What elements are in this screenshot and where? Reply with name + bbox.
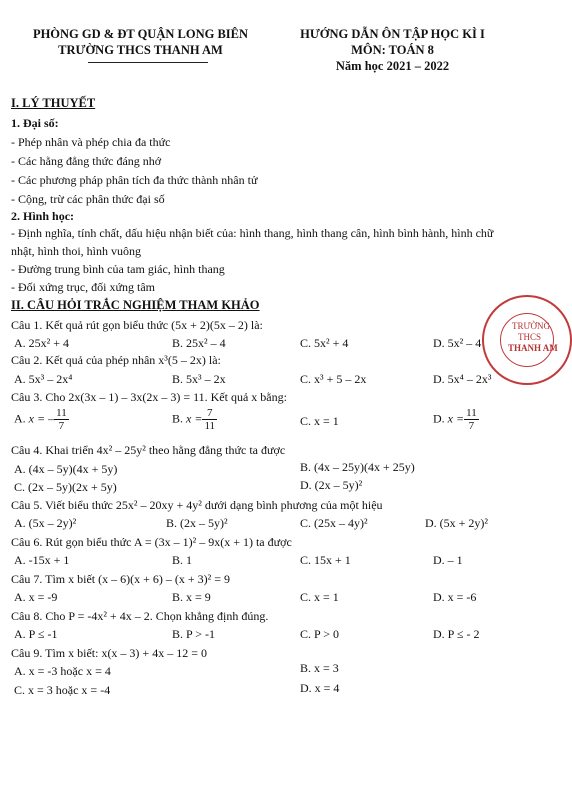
question-7: Câu 7. Tìm x biết (x – 6)(x + 6) – (x + 3)² = 9 — [11, 572, 230, 586]
q3-a-prefix: x = – — [28, 411, 55, 426]
algebra-item: - Phép nhân và phép chia đa thức — [11, 135, 171, 149]
question-6: Câu 6. Rút gọn biểu thức A = (3x – 1)² – 9x(x + 1) ta được — [11, 535, 292, 549]
question-4: Câu 4. Khai triển 4x² – 25y² theo hằng đẳng thức ta được — [11, 443, 286, 457]
question-2: Câu 2. Kết quả của phép nhân x³(5 – 2x) là: — [11, 353, 221, 367]
school-name: TRƯỜNG THCS THANH AM — [58, 43, 223, 57]
q6-option-a: A. -15x + 1 — [14, 553, 70, 567]
geometry-title: 2. Hình học: — [11, 209, 75, 223]
q8-option-b: B. P > -1 — [172, 627, 215, 641]
q5-option-b: B. (2x – 5y)² — [166, 516, 228, 530]
school-year: Năm học 2021 – 2022 — [335, 59, 450, 73]
q2-option-a: A. 5x³ – 2x⁴ — [14, 372, 73, 386]
q3-option-a — [14, 407, 69, 432]
q8-option-a: A. P ≤ -1 — [14, 627, 58, 641]
q8-option-d: D. P ≤ - 2 — [433, 627, 480, 641]
q1-option-d: D. 5x² – 4 — [433, 336, 482, 350]
q9-option-c: C. x = 3 hoặc x = -4 — [14, 683, 111, 697]
denominator: 7 — [468, 420, 475, 432]
theory-title: I. LÝ THUYẾT — [11, 96, 96, 110]
questions-title: II. CÂU HỎI TRẮC NGHIỆM THAM KHẢO — [11, 298, 260, 312]
q7-option-b: B. x = 9 — [172, 590, 211, 604]
q6-option-d: D. – 1 — [433, 553, 463, 567]
algebra-item: - Các hằng đẳng thức đáng nhớ — [11, 154, 162, 168]
q5-option-c: C. (25x – 4y)² — [300, 516, 368, 530]
q9-option-b: B. x = 3 — [300, 661, 339, 675]
numerator: 7 — [202, 407, 217, 420]
q3-b-label: B. — [172, 411, 184, 426]
denominator: 11 — [204, 420, 216, 432]
q3-a-fraction — [54, 407, 69, 432]
question-3: Câu 3. Cho 2x(3x – 1) – 3x(2x – 3) = 11. Kết quả x bằng: — [11, 390, 287, 404]
q1-option-a: A. 25x² + 4 — [14, 336, 70, 350]
school-stamp — [482, 295, 572, 385]
q5-option-a: A. (5x – 2y)² — [14, 516, 77, 530]
q9-option-d: D. x = 4 — [300, 681, 340, 695]
q3-option-b — [172, 407, 217, 432]
q5-option-d: D. (5x + 2y)² — [425, 516, 489, 530]
stamp-line: THCS — [518, 332, 542, 342]
algebra-title: 1. Đại số: — [11, 116, 59, 130]
q3-d-prefix: x = — [447, 411, 465, 426]
q3-option-c: C. x = 1 — [300, 414, 339, 428]
school-department: PHÒNG GD & ĐT QUẬN LONG BIÊN — [32, 27, 249, 41]
geometry-item-cont: nhật, hình thoi, hình vuông — [11, 244, 141, 258]
header-underline — [88, 62, 208, 63]
q6-option-c: C. 15x + 1 — [300, 553, 351, 567]
q2-option-d: D. 5x⁴ – 2x³ — [433, 372, 492, 386]
q1-option-c: C. 5x² + 4 — [300, 336, 349, 350]
q7-option-c: C. x = 1 — [300, 590, 339, 604]
q6-option-b: B. 1 — [172, 553, 193, 567]
algebra-item: - Cộng, trừ các phân thức đại số — [11, 192, 165, 206]
question-8: Câu 8. Cho P = -4x² + 4x – 2. Chọn khẳng định đúng. — [11, 609, 269, 623]
numerator: 11 — [56, 407, 67, 419]
doc-title: HƯỚNG DẪN ÔN TẬP HỌC KÌ I — [300, 27, 485, 41]
q3-a-label: A. — [14, 411, 26, 426]
numerator: 11 — [466, 407, 477, 419]
denominator: 7 — [58, 420, 65, 432]
q8-option-c: C. P > 0 — [300, 627, 339, 641]
subject: MÔN: TOÁN 8 — [351, 43, 434, 57]
q9-option-a: A. x = -3 hoặc x = 4 — [14, 664, 111, 678]
q2-option-b: B. 5x³ – 2x — [172, 372, 226, 386]
q4-option-a: A. (4x – 5y)(4x + 5y) — [14, 462, 118, 476]
q1-option-b: B. 25x² – 4 — [172, 336, 226, 350]
q2-option-c: C. x³ + 5 – 2x — [300, 372, 367, 386]
stamp-line: THANH AM — [508, 343, 558, 353]
geometry-item: - Đối xứng trục, đối xứng tâm — [11, 280, 155, 294]
q3-option-d — [433, 407, 479, 432]
geometry-item: - Đường trung bình của tam giác, hình thang — [11, 262, 225, 276]
q4-option-d: D. (2x – 5y)² — [300, 478, 363, 492]
q4-option-c: C. (2x – 5y)(2x + 5y) — [14, 480, 117, 494]
q3-b-fraction — [202, 407, 217, 432]
q3-d-fraction — [464, 407, 479, 432]
question-5: Câu 5. Viết biểu thức 25x² – 20xy + 4y² dưới dạng bình phương của một hiệu — [11, 498, 383, 512]
question-1: Câu 1. Kết quả rút gọn biểu thức (5x + 2)(5x – 2) là: — [11, 318, 263, 332]
algebra-item: - Các phương pháp phân tích đa thức thành nhân tử — [11, 173, 258, 187]
q3-d-label: D. — [433, 411, 445, 426]
question-9: Câu 9. Tìm x biết: x(x – 3) + 4x – 12 = 0 — [11, 646, 207, 660]
q7-option-a: A. x = -9 — [14, 590, 58, 604]
stamp-line: TRƯỜNG — [512, 321, 550, 331]
geometry-item: - Định nghĩa, tính chất, dấu hiệu nhận biết của: hình thang, hình thang cân, hình bình hành, hình chữ — [11, 226, 494, 240]
q3-b-prefix: x = — [186, 411, 203, 426]
q7-option-d: D. x = -6 — [433, 590, 477, 604]
q4-option-b: B. (4x – 25y)(4x + 25y) — [300, 460, 415, 474]
